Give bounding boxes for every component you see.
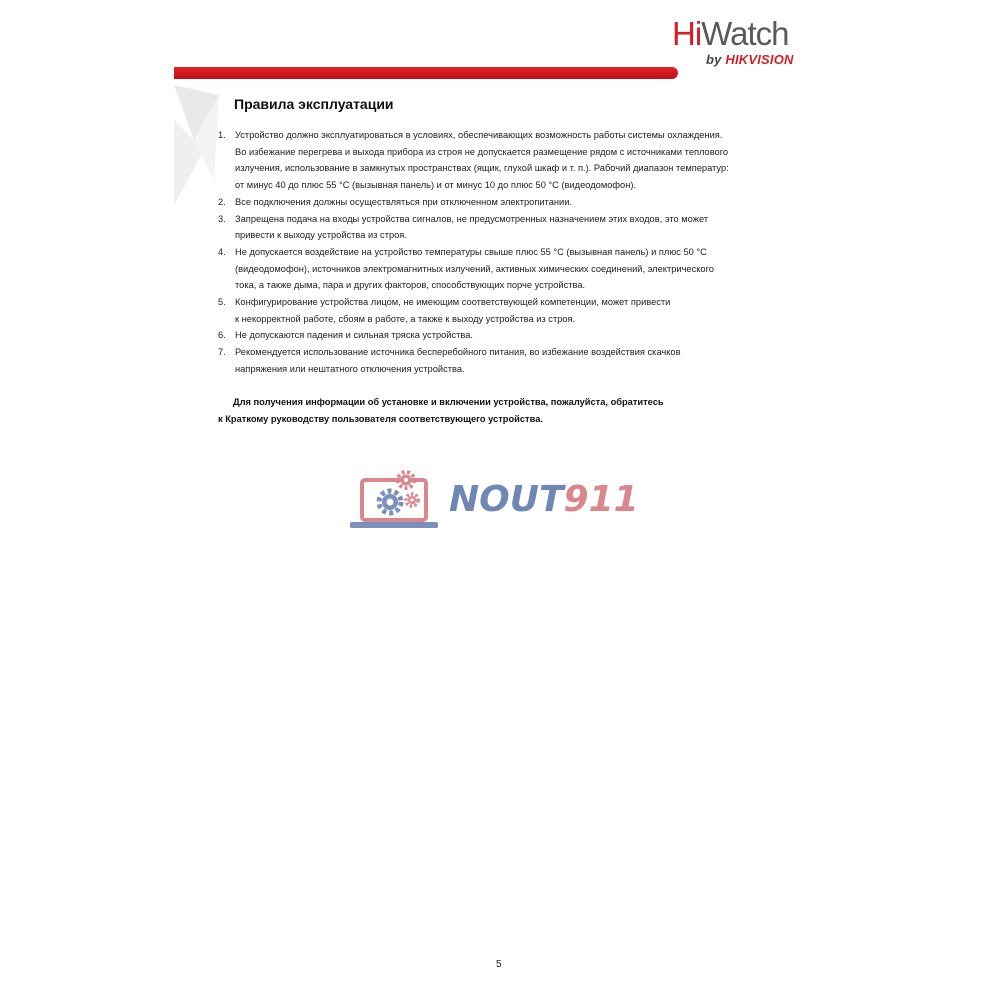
page-number: 5: [496, 959, 502, 970]
rule-line: (видеодомофон), источников электромагнитных излучений, активных химических соединений, электрического: [235, 263, 714, 274]
rule-line: Запрещена подача на входы устройства сигналов, не предусмотренных назначением этих входов, это может: [235, 213, 709, 224]
rule-line: от минус 40 до плюс 55 °С (вызывная панель) и от минус 10 до плюс 50 °С (видеодомофон).: [235, 180, 637, 191]
rule-line: Не допускаются падения и сильная тряска устройства.: [235, 330, 473, 341]
rule-item-5: [218, 294, 788, 327]
rule-item-7: [218, 344, 788, 377]
rule-number: 2.: [218, 196, 226, 207]
header-red-bar: [174, 67, 678, 79]
rule-line: излучения, использование в замкнутых пространствах (ящик, глухой шкаф и т. п.). Рабочий диапазон температур:: [235, 163, 729, 174]
rule-number: 3.: [218, 213, 226, 224]
logo-wordmark: [672, 14, 788, 54]
logo-watch: Watch: [701, 15, 789, 52]
rule-line: тока, а также дыма, пара и других факторов, способствующих порче устройства.: [235, 280, 586, 291]
rule-item-3: [218, 211, 788, 244]
note-line-1: Для получения информации об установке и включении устройства, пожалуйста, обратитесь: [233, 397, 664, 407]
rule-line: Все подключения должны осуществляться при отключенном электропитании.: [235, 196, 572, 207]
rule-item-2: [218, 194, 788, 211]
rule-number: 4.: [218, 246, 226, 257]
section-title: Правила эксплуатации: [234, 96, 394, 112]
rule-line: Конфигурирование устройства лицом, не имеющим соответствующей компетенции, может привести: [235, 297, 671, 308]
rule-item-1: [218, 127, 788, 194]
nout911-watermark: [348, 466, 658, 532]
rule-line: привести к выходу устройства из строя.: [235, 230, 407, 241]
rule-number: 7.: [218, 347, 226, 358]
rule-line: Рекомендуется использование источника бесперебойного питания, во избежание воздействия скачков: [235, 347, 681, 358]
logo-hikvision: HIKVISION: [725, 52, 794, 67]
rule-line: напряжения или нештатного отключения устройства.: [235, 363, 465, 374]
rule-line: Устройство должно эксплуатироваться в условиях, обеспечивающих возможность работы системы охлаждения.: [235, 130, 723, 140]
logo-hi: Hi: [672, 15, 702, 52]
decorative-shape: [174, 80, 224, 210]
rule-line: к некорректной работе, сбоям в работе, а также к выходу устройства из строя.: [235, 313, 576, 324]
note-line-2: к Краткому руководству пользователя соответствующего устройства.: [218, 413, 543, 424]
logo-subtitle: [706, 52, 794, 67]
logo-by: by: [706, 52, 722, 67]
hiwatch-logo: [672, 14, 807, 70]
rule-number: 5.: [218, 297, 226, 308]
watermark-text-nout: NOUT: [449, 479, 564, 520]
rule-line: Во избежание перегрева и выхода прибора из строя не допускается размещение рядом с источниками теплового: [235, 146, 729, 157]
rule-item-4: [218, 244, 788, 294]
watermark-text-911: 911: [563, 479, 639, 520]
rule-number: 1.: [218, 130, 226, 140]
laptop-gears-icon: [348, 466, 440, 532]
watermark-text: [449, 480, 639, 520]
installation-note: [218, 394, 758, 427]
rule-number: 6.: [218, 330, 226, 341]
rule-item-6: [218, 327, 788, 344]
rule-line: Не допускается воздействие на устройство температуры свыше плюс 55 °С (вызывная панель) и плюс 50 °С: [235, 246, 707, 257]
rules-list: [218, 127, 788, 378]
